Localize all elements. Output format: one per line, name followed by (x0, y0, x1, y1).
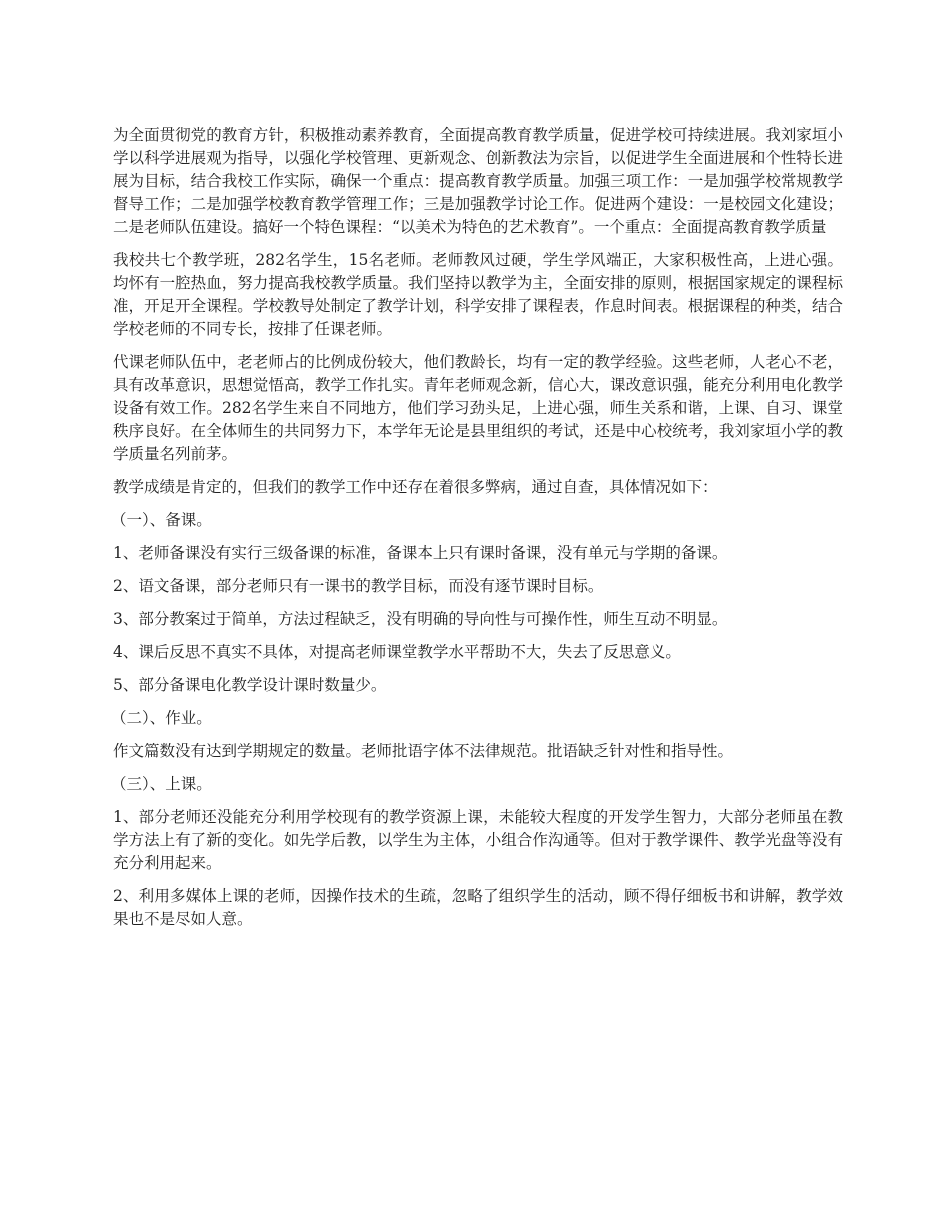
homework-paragraph: 作文篇数没有达到学期规定的数量。老师批语字体不法律规范。批语缺乏针对性和指导性。 (113, 742, 734, 760)
list-item: 2、语文备课，部分老师只有一课书的教学目标，而没有逐节课时目标。 (113, 577, 604, 595)
self-check-intro-paragraph: 教学成绩是肯定的，但我们的教学工作中还存在着很多弊病，通过自查，具体情况如下： (113, 478, 718, 496)
list-item: 4、课后反思不真实不具体，对提高老师课堂教学水平帮助不大，失去了反思意义。 (113, 643, 681, 661)
school-overview-paragraph: 我校共七个教学班，282名学生，15名老师。老师教风过硬，学生学风端正，大家积极性高，上进心强。均怀有一腔热血，努力提高我校教学质量。我们坚持以教学为主，全面安排的原则，根据国家规定的课程标准，开足开全课程。学校教导处制定了教学计划，科学安排了课程表，作息时间表。根据课程的种类，结合学校老师的不同专长，按排了任课老师。 (113, 251, 843, 338)
intro-paragraph: 为全面贯彻党的教育方针，积极推动素养教育，全面提高教育教学质量，促进学校可持续进展。我刘家垣小学以科学进展观为指导，以强化学校管理、更新观念、创新教法为宗旨，以促进学生全面进展和个性特长进展为目标，结合我校工作实际，确保一个重点：提高教育教学质量。加强三项工作：一是加强学校常规教学督导工作；二是加强学校教育教学管理工作；三是加强教学讨论工作。促进两个建设：一是校园文化建设；二是老师队伍建设。搞好一个特色课程：“以美术为特色的艺术教育”。一个重点：全面提高教育教学质量 (113, 126, 843, 236)
section-heading-homework: （二）、作业。 (111, 709, 212, 727)
list-item: 1、部分老师还没能充分利用学校现有的教学资源上课，未能较大程度的开发学生智力，大部分老师虽在教学方法上有了新的变化。如先学后教，以学生为主体，小组合作沟通等。但对于教学课件、教学光盘等没有充分利用起来。 (113, 808, 843, 872)
list-item: 5、部分备课电化教学设计课时数量少。 (113, 676, 387, 694)
list-item: 3、部分教案过于简单，方法过程缺乏，没有明确的导向性与可操作性，师生互动不明显。 (113, 610, 728, 628)
document-body (113, 124, 843, 941)
teacher-team-paragraph: 代课老师队伍中，老老师占的比例成份较大，他们教龄长，均有一定的教学经验。这些老师，人老心不老，具有改革意识，思想觉悟高，教学工作扎实。青年老师观念新，信心大，课改意识强，能充分利用电化教学设备有效工作。282名学生来自不同地方，他们学习劲头足，上进心强，师生关系和谐，上课、自习、课堂秩序良好。在全体师生的共同努力下，本学年无论是县里组织的考试，还是中心校统考，我刘家垣小学的教学质量名列前茅。 (113, 353, 843, 463)
list-item: 2、利用多媒体上课的老师，因操作技术的生疏，忽略了组织学生的活动，顾不得仔细板书和讲解，教学效果也不是尽如人意。 (113, 887, 843, 928)
section-heading-classes: （三）、上课。 (111, 775, 212, 793)
list-item: 1、老师备课没有实行三级备课的标准，备课本上只有课时备课，没有单元与学期的备课。 (113, 544, 728, 562)
section-heading-lesson-prep: （一）、备课。 (111, 511, 212, 529)
